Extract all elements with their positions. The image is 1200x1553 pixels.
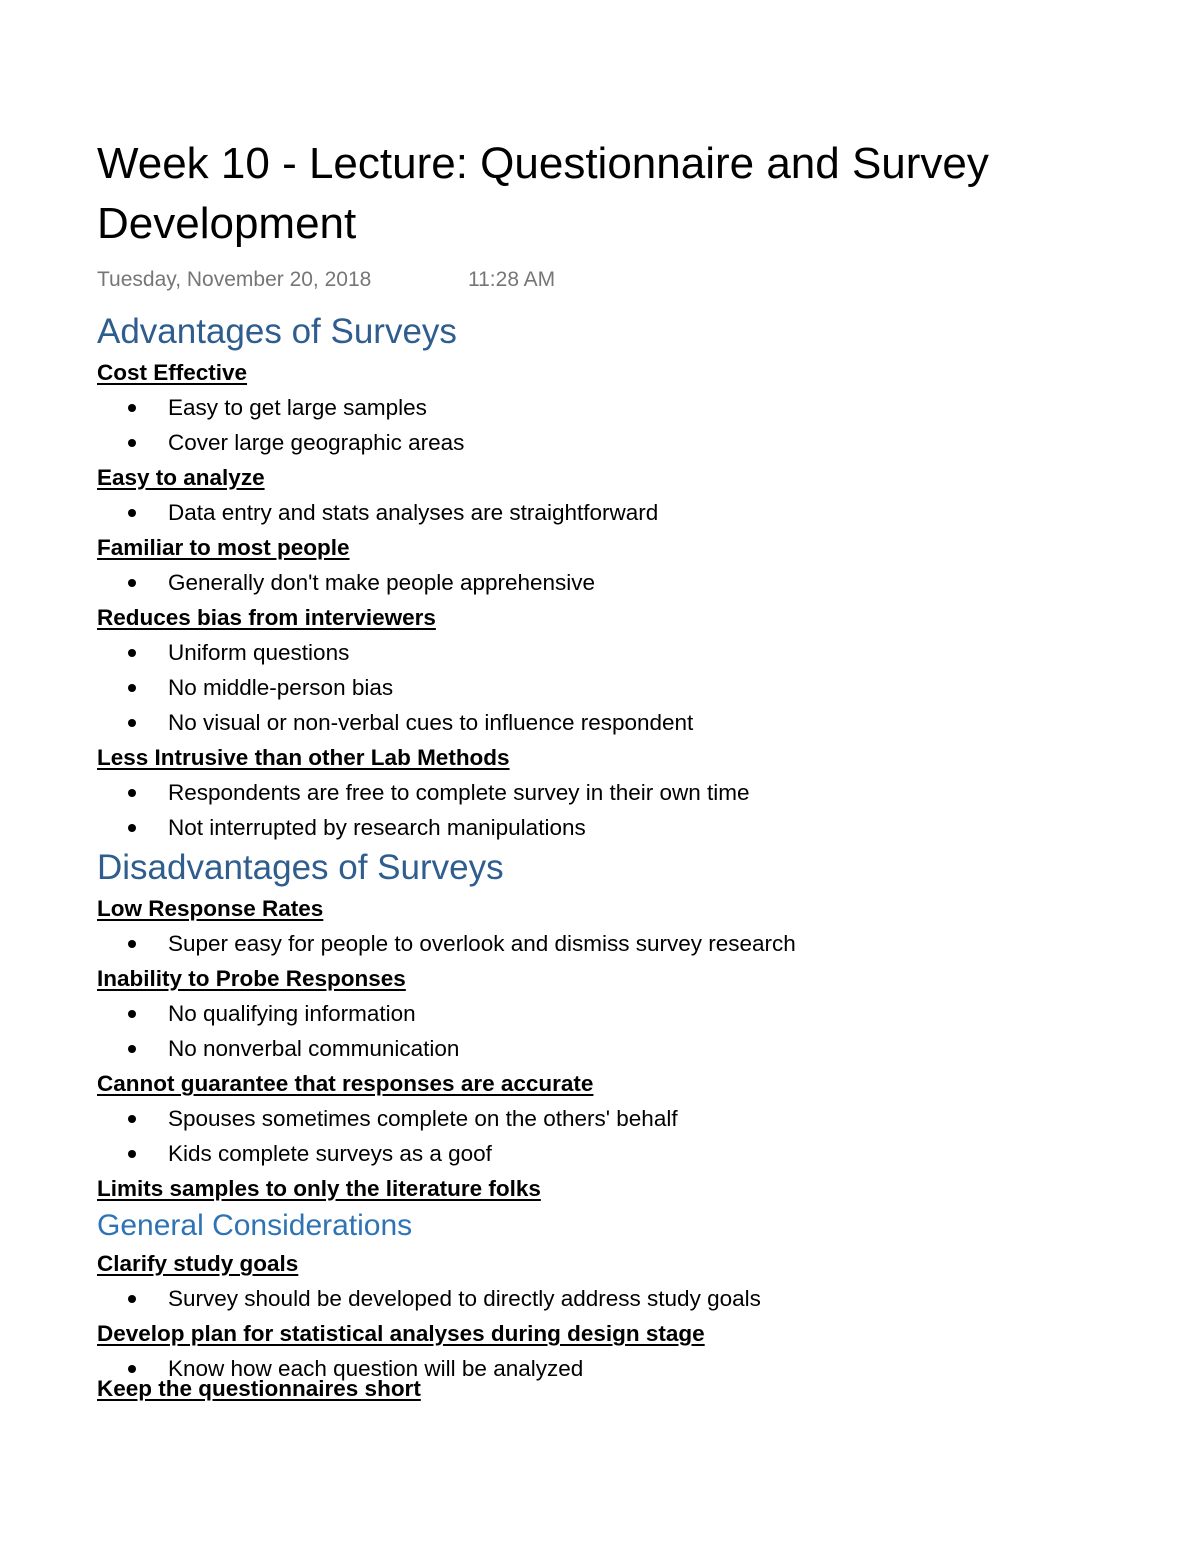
list-item bbox=[97, 565, 1107, 600]
subheading: Clarify study goals bbox=[97, 1251, 299, 1276]
list-item-text: Cover large geographic areas bbox=[168, 430, 465, 455]
bullet-icon bbox=[128, 684, 136, 692]
subheading: Reduces bias from interviewers bbox=[97, 605, 436, 630]
page-title: Week 10 - Lecture: Questionnaire and Survey Development bbox=[97, 139, 989, 248]
subheading-cutoff: Keep the questionnaires short bbox=[97, 1376, 421, 1401]
bullet-icon bbox=[128, 1295, 136, 1303]
note-page bbox=[97, 134, 1107, 1401]
list-item bbox=[97, 670, 1107, 705]
list-item-text: No qualifying information bbox=[168, 1001, 416, 1026]
subheading: Develop plan for statistical analyses during design stage bbox=[97, 1321, 705, 1346]
bullet-icon bbox=[128, 1045, 136, 1053]
subheading: Low Response Rates bbox=[97, 896, 324, 921]
list-item bbox=[97, 1101, 1107, 1136]
list-item bbox=[97, 775, 1107, 810]
bullet-icon bbox=[128, 509, 136, 517]
subheading: Inability to Probe Responses bbox=[97, 966, 406, 991]
list-item-text: Kids complete surveys as a goof bbox=[168, 1141, 492, 1166]
bullet-list bbox=[97, 1101, 1107, 1171]
bullet-list bbox=[97, 390, 1107, 460]
list-item bbox=[97, 810, 1107, 845]
list-item-text: No nonverbal communication bbox=[168, 1036, 460, 1061]
bullet-icon bbox=[128, 1150, 136, 1158]
list-item bbox=[97, 1136, 1107, 1171]
list-item bbox=[97, 390, 1107, 425]
bullet-icon bbox=[128, 1365, 136, 1373]
bullet-icon bbox=[128, 719, 136, 727]
subheading: Limits samples to only the literature folks bbox=[97, 1176, 541, 1201]
bullet-icon bbox=[128, 439, 136, 447]
list-item-text: Data entry and stats analyses are straightforward bbox=[168, 500, 659, 525]
list-item-text: Spouses sometimes complete on the others' behalf bbox=[168, 1106, 678, 1131]
subheading: Easy to analyze bbox=[97, 465, 265, 490]
section-heading: General Considerations bbox=[97, 1209, 413, 1242]
list-item-text: Generally don't make people apprehensive bbox=[168, 570, 596, 595]
bullet-list bbox=[97, 495, 1107, 530]
page-timestamp bbox=[97, 265, 1107, 295]
bullet-icon bbox=[128, 824, 136, 832]
list-item bbox=[97, 1351, 1107, 1386]
bullet-list bbox=[97, 996, 1107, 1066]
page-date: Tuesday, November 20, 2018 bbox=[97, 268, 372, 291]
section-heading: Disadvantages of Surveys bbox=[97, 848, 504, 887]
list-item bbox=[97, 926, 1107, 961]
section-heading: Advantages of Surveys bbox=[97, 312, 457, 351]
bullet-icon bbox=[128, 1010, 136, 1018]
page-time: 11:28 AM bbox=[468, 268, 556, 291]
bullet-icon bbox=[128, 940, 136, 948]
list-item bbox=[97, 1281, 1107, 1316]
list-item-text: Respondents are free to complete survey in their own time bbox=[168, 780, 750, 805]
bullet-list bbox=[97, 1281, 1107, 1316]
list-item-text: Know how each question will be analyzed bbox=[168, 1356, 584, 1381]
list-item-text: No middle-person bias bbox=[168, 675, 394, 700]
note-body bbox=[97, 309, 1107, 1386]
bullet-list bbox=[97, 565, 1107, 600]
bullet-icon bbox=[128, 789, 136, 797]
bullet-icon bbox=[128, 404, 136, 412]
list-item-text: No visual or non-verbal cues to influence respondent bbox=[168, 710, 694, 735]
list-item bbox=[97, 495, 1107, 530]
list-item bbox=[97, 1031, 1107, 1066]
list-item-text: Uniform questions bbox=[168, 640, 350, 665]
list-item-text: Survey should be developed to directly address study goals bbox=[168, 1286, 761, 1311]
subheading: Familiar to most people bbox=[97, 535, 350, 560]
list-item bbox=[97, 996, 1107, 1031]
bullet-list bbox=[97, 926, 1107, 961]
list-item bbox=[97, 425, 1107, 460]
subheading: Less Intrusive than other Lab Methods bbox=[97, 745, 510, 770]
bullet-list bbox=[97, 1351, 1107, 1386]
list-item-text: Easy to get large samples bbox=[168, 395, 427, 420]
bullet-icon bbox=[128, 1115, 136, 1123]
bullet-icon bbox=[128, 579, 136, 587]
bullet-icon bbox=[128, 649, 136, 657]
bullet-list bbox=[97, 775, 1107, 845]
list-item-text: Super easy for people to overlook and dismiss survey research bbox=[168, 931, 796, 956]
bullet-list bbox=[97, 635, 1107, 740]
list-item bbox=[97, 705, 1107, 740]
subheading: Cannot guarantee that responses are accurate bbox=[97, 1071, 594, 1096]
list-item-text: Not interrupted by research manipulations bbox=[168, 815, 586, 840]
list-item bbox=[97, 635, 1107, 670]
subheading: Cost Effective bbox=[97, 360, 248, 385]
